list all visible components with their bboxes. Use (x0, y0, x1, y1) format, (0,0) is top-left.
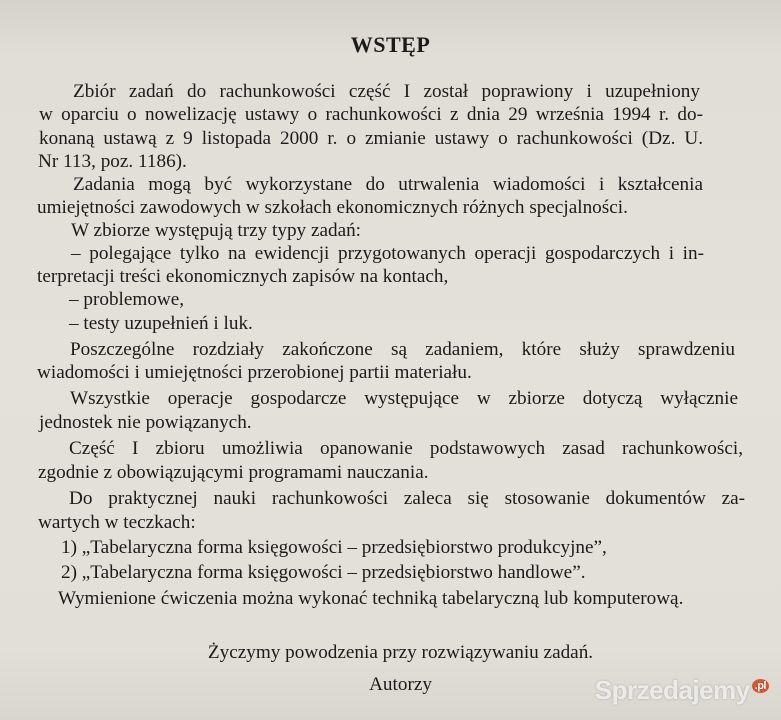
list-item: 2) „Tabelaryczna forma księgowości – przedsiębiorstwo handlowe”. (61, 562, 586, 583)
text-line: W zbiorze występują trzy typy zadań: (71, 220, 362, 241)
text-line: Wszystkie operacje gospodarcze występujące w zbiorze dotyczą wyłącznie (70, 388, 738, 409)
text-line: Wymienione ćwiczenia można wykonać techniką tabelaryczną lub komputerową. (58, 588, 684, 609)
text-line: umiejętności zawodowych w szkołach ekonomicznych różnych specjalności. (37, 197, 628, 218)
text-line: konaną ustawą z 9 listopada 2000 r. o zmianie ustawy o rachunkowości (Dz. U. (39, 128, 703, 149)
list-item: – testy uzupełnień i luk. (69, 313, 253, 334)
text-line: zgodnie z obowiązującymi programami nauczania. (38, 462, 429, 483)
watermark-logo (595, 675, 769, 706)
text-line: Nr 113, poz. 1186). (38, 151, 187, 172)
list-item: – problemowe, (69, 289, 185, 310)
closing-line: Życzymy powodzenia przy rozwiązywaniu zadań. (207, 642, 594, 663)
text-line: Część I zbioru umożliwia opanowanie podstawowych zasad rachunkowości, (69, 438, 743, 459)
text-line: Poszczególne rozdziały zakończone są zadaniem, które służy sprawdzeniu (70, 339, 735, 360)
page-title: WSTĘP (350, 32, 431, 57)
text-line: Zadania mogą być wykorzystane do utrwalenia wiadomości i kształcenia (73, 174, 703, 195)
text-line: jednostek nie powiązanych. (39, 412, 252, 433)
text-line: w oparciu o nowelizację ustawy o rachunkowości z dnia 29 września 1994 r. do- (39, 104, 703, 125)
text-line: wiadomości i umiejętności przerobionej partii materiału. (37, 362, 472, 383)
signature: Autorzy (369, 674, 432, 695)
text-line: terpretacji treści ekonomicznych zapisów na kontach, (37, 266, 449, 287)
text-line: Do praktycznej nauki rachunkowości zaleca się stosowanie dokumentów za- (69, 488, 745, 509)
watermark-text: Sprzedajemy (594, 675, 750, 705)
text-line: Zbiór zadań do rachunkowości część I został poprawiony i uzupełniony (73, 81, 700, 102)
watermark-badge: .pl (752, 679, 769, 693)
list-item: 1) „Tabelaryczna forma księgowości – przedsiębiorstwo produkcyjne”, (61, 537, 607, 558)
text-line: wartych w teczkach: (38, 512, 196, 533)
list-item: – polegające tylko na ewidencji przygotowanych operacji gospodarczych i in- (71, 243, 704, 264)
